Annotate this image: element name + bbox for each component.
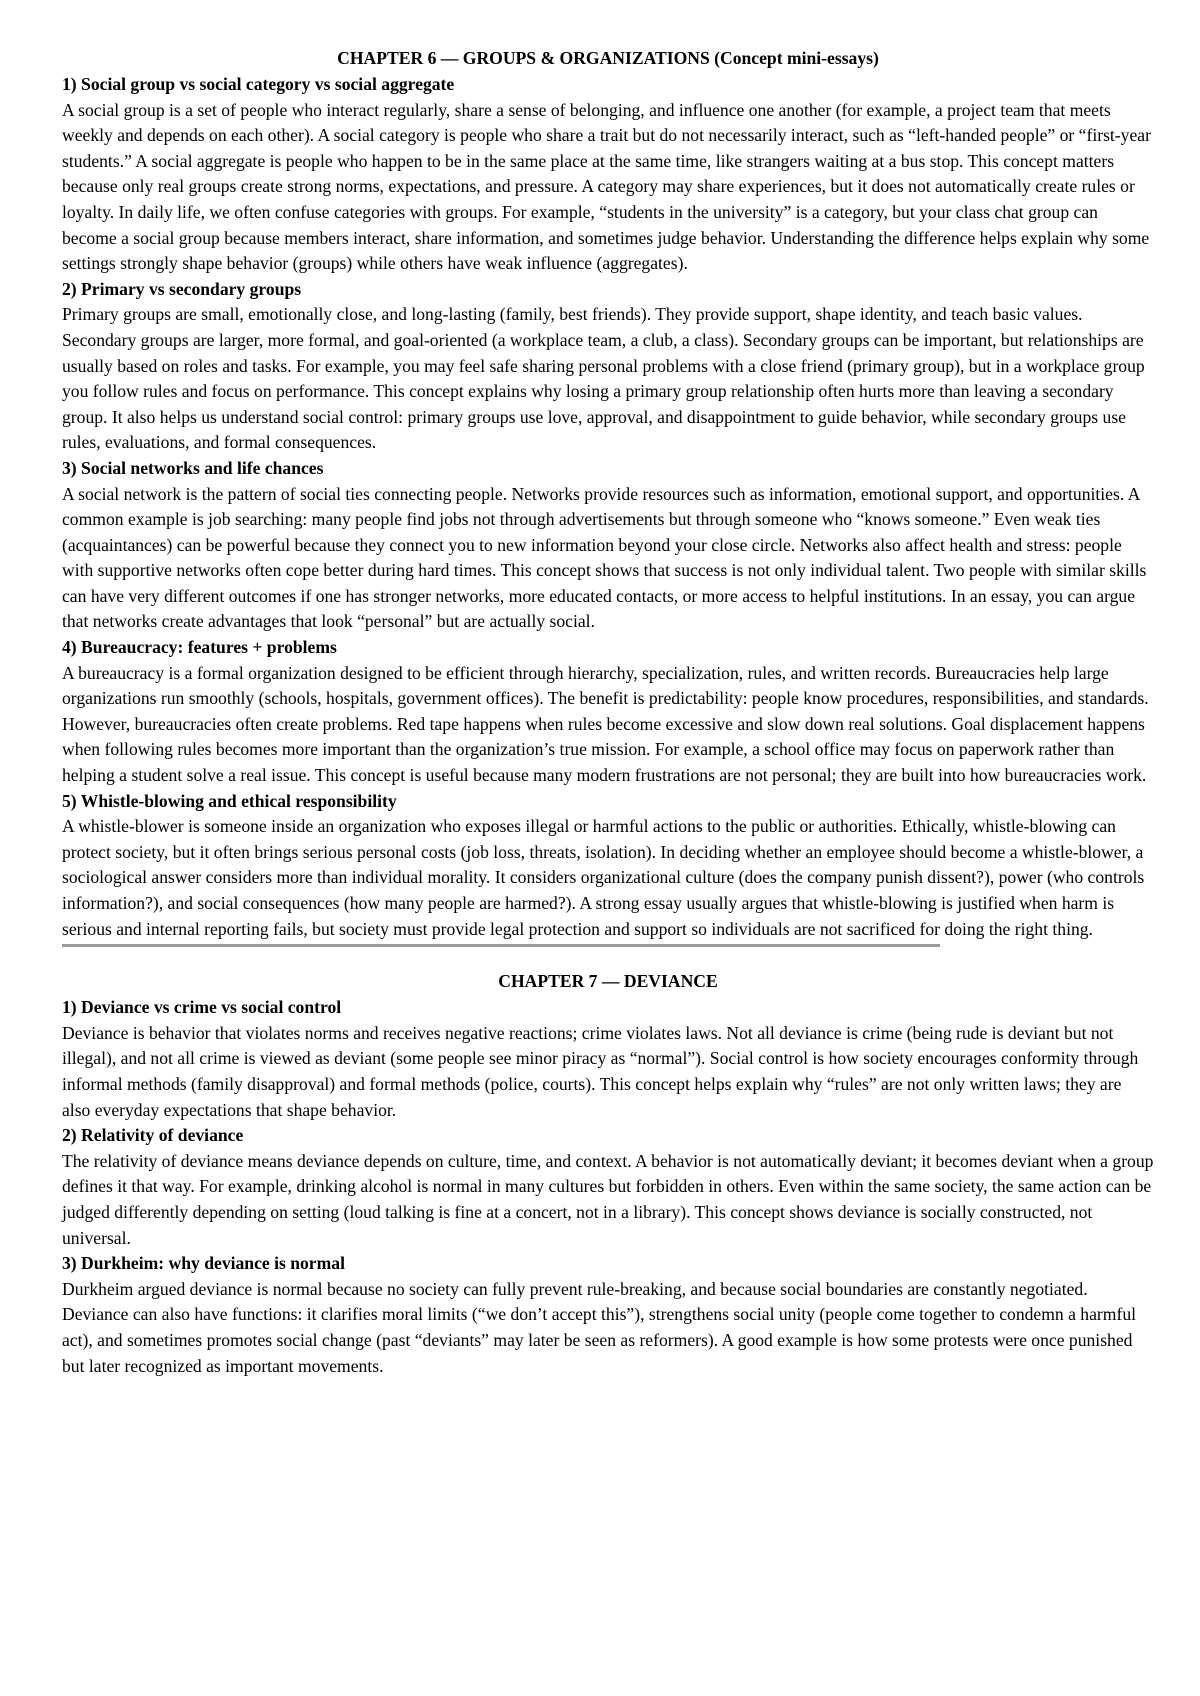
- chapter-7: [62, 967, 1154, 1379]
- section-heading: 3) Durkheim: why deviance is normal: [62, 1253, 345, 1274]
- section-heading: 1) Social group vs social category vs social aggregate: [62, 74, 455, 94]
- section-body: Durkheim argued deviance is normal because no society can fully prevent rule-breaking, and because social boundaries are constantly negotiated. Deviance can also have functions: it clarifies moral limits (“we don’t accept this”), strengthens social unity (people come together to condemn a harmful act), and sometimes promotes social change (past “deviants” may later be seen as reformers). A good example is how some protests were once punished but later recognized as important movements.: [62, 1278, 1137, 1376]
- section-body: Primary groups are small, emotionally close, and long-lasting (family, best friends). They provide support, shape identity, and teach basic values. Secondary groups are larger, more formal, and goal-oriented (a workplace team, a club, a class). Secondary groups can be important, but relationships are usually based on roles and tasks. For example, you may feel safe sharing personal problems with a close friend (primary group), but in a workplace group you follow rules and focus on performance. This concept explains why losing a primary group relationship often hurts more than leaving a secondary group. It also helps us understand social control: primary groups use love, approval, and disappointment to guide behavior, while secondary groups use rules, evaluations, and formal consequences.: [62, 304, 1145, 453]
- section-heading: 2) Primary vs secondary groups: [62, 278, 302, 299]
- section-heading: 2) Relativity of deviance: [62, 1125, 244, 1146]
- chapter-6: [62, 44, 1154, 942]
- section-heading: 4) Bureaucracy: features + problems: [62, 637, 337, 658]
- chapter-divider: [62, 944, 940, 947]
- chapter-6-title: CHAPTER 6 — GROUPS & ORGANIZATIONS (Concept mini-essays): [337, 48, 879, 68]
- section-body: A whistle-blower is someone inside an organization who exposes illegal or harmful actions to the public or authorities. Ethically, whistle-blowing can protect society, but it often brings serious personal costs (job loss, threats, isolation). In deciding whether an employee should become a whistle-blower, a sociological answer considers more than individual morality. It considers organizational culture (does the company punish dissent?), power (who controls information?), and social consequences (how many people are harmed?). A strong essay usually argues that whistle-blowing is justified when harm is serious and internal reporting fails, but society must provide legal protection and support so individuals are not sacrificed for doing the right thing.: [62, 816, 1145, 939]
- section-body: The relativity of deviance means deviance depends on culture, time, and context. A behavior is not automatically deviant; it becomes deviant when a group defines it that way. For example, drinking alcohol is normal in many cultures but forbidden in others. Even within the same society, the same action can be judged differently depending on setting (loud talking is fine at a concert, not in a library). This concept shows deviance is socially constructed, not universal.: [62, 1150, 1154, 1248]
- section-body: A social network is the pattern of social ties connecting people. Networks provide resources such as information, emotional support, and opportunities. A common example is job searching: many people find jobs not through advertisements but through someone who “knows someone.” Even weak ties (acquaintances) can be powerful because they connect you to new information beyond your close circle. Networks also affect health and stress: people with supportive networks often cope better during hard times. This concept shows that success is not only individual talent. Two people with similar skills can have very different outcomes if one has stronger networks, more educated contacts, or more access to helpful institutions. In an essay, you can argue that networks create advantages that look “personal” but are actually social.: [62, 483, 1147, 632]
- section-body: A social group is a set of people who interact regularly, share a sense of belonging, and influence one another (for example, a project team that meets weekly and depends on each other). A social category is people who share a trait but do not necessarily interact, such as “left-handed people” or “first-year students.” A social aggregate is people who happen to be in the same place at the same time, like strangers waiting at a bus stop. This concept matters because only real groups create strong norms, expectations, and pressure. A category may share experiences, but it does not automatically create rules or loyalty. In daily life, we often confuse categories with groups. For example, “students in the university” is a category, but your class chat group can become a social group because members interact, share information, and sometimes judge behavior. Understanding the difference helps explain why some settings strongly shape behavior (groups) while others have weak influence (aggregates).: [62, 99, 1151, 274]
- section-body: A bureaucracy is a formal organization designed to be efficient through hierarchy, specialization, rules, and written records. Bureaucracies help large organizations run smoothly (schools, hospitals, government offices). The benefit is predictability: people know procedures, responsibilities, and standards. However, bureaucracies often create problems. Red tape happens when rules become excessive and slow down real solutions. Goal displacement happens when following rules becomes more important than the organization’s true mission. For example, a school office may focus on paperwork rather than helping a student solve a real issue. This concept is useful because many modern frustrations are not personal; they are built into how bureaucracies work.: [62, 662, 1149, 786]
- section-heading: 5) Whistle-blowing and ethical responsibility: [62, 790, 397, 811]
- section-heading: 1) Deviance vs crime vs social control: [62, 997, 342, 1018]
- section-heading: 3) Social networks and life chances: [62, 457, 324, 478]
- section-body: Deviance is behavior that violates norms and receives negative reactions; crime violates laws. Not all deviance is crime (being rude is deviant but not illegal), and not all crime is viewed as deviant (some people see minor piracy as “normal”). Social control is how society encourages conformity through informal methods (family disapproval) and formal methods (police, courts). This concept helps explain why “rules” are not only written laws; they are also everyday expectations that shape behavior.: [62, 1022, 1139, 1120]
- chapter-7-title: CHAPTER 7 — DEVIANCE: [498, 971, 718, 992]
